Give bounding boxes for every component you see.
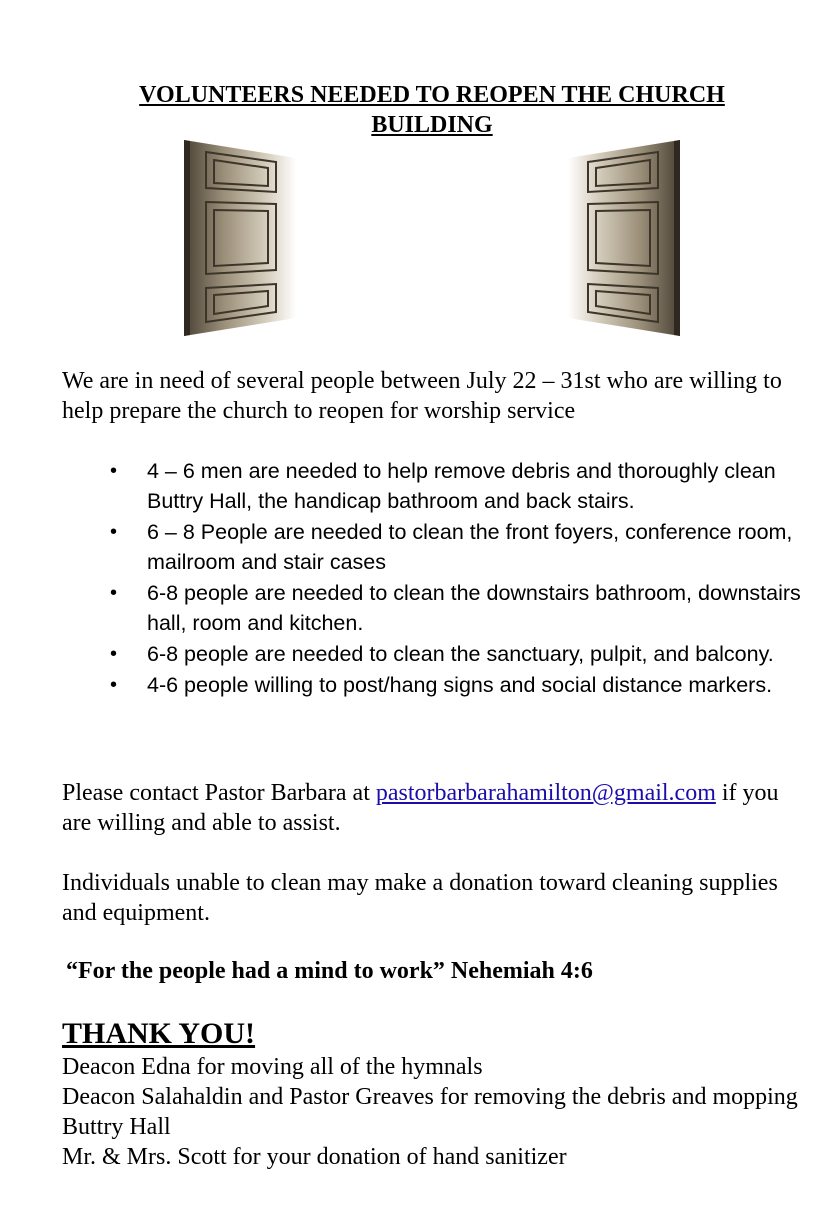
scripture-quote: “For the people had a mind to work” Nehemiah 4:6 xyxy=(66,958,593,984)
open-door-right-icon xyxy=(568,140,680,336)
intro-paragraph: We are in need of several people between July 22 – 31st who are willing to help prepare the church to reopen for worship service xyxy=(62,368,782,424)
thank-you-line: Deacon Edna for moving all of the hymnals xyxy=(62,1054,483,1080)
list-item: • 6 – 8 People are needed to clean the front foyers, conference room, mailroom and stair cases xyxy=(110,517,810,577)
thank-you-line: Deacon Salahaldin and Pastor Greaves for removing the debris and mopping Buttry Hall xyxy=(62,1084,798,1140)
open-door-left-icon xyxy=(184,140,296,336)
list-item: • 6-8 people are needed to clean the downstairs bathroom, downstairs hall, room and kitchen. xyxy=(110,578,810,638)
thank-you-line: Mr. & Mrs. Scott for your donation of hand sanitizer xyxy=(62,1144,567,1170)
contact-paragraph xyxy=(62,778,810,838)
thank-you-heading: THANK YOU! xyxy=(62,1017,256,1050)
contact-text-before: Please contact Pastor Barbara at xyxy=(62,780,376,806)
email-link[interactable]: pastorbarbarahamilton@gmail.com xyxy=(375,780,716,806)
task-list xyxy=(110,456,810,701)
list-item: • 6-8 people are needed to clean the sanctuary, pulpit, and balcony. xyxy=(110,639,810,669)
thank-you-list xyxy=(62,1052,810,1172)
list-item: • 4-6 people willing to post/hang signs and social distance markers. xyxy=(110,670,810,700)
contact-text-after: if you are willing and able to assist. xyxy=(62,780,779,836)
list-item: • 4 – 6 men are needed to help remove debris and thoroughly clean Buttry Hall, the handicap bathroom and back stairs. xyxy=(110,456,810,516)
donation-paragraph: Individuals unable to clean may make a donation toward cleaning supplies and equipment. xyxy=(62,870,778,926)
page-title: VOLUNTEERS NEEDED TO REOPEN THE CHURCH BUILDING xyxy=(139,82,725,138)
